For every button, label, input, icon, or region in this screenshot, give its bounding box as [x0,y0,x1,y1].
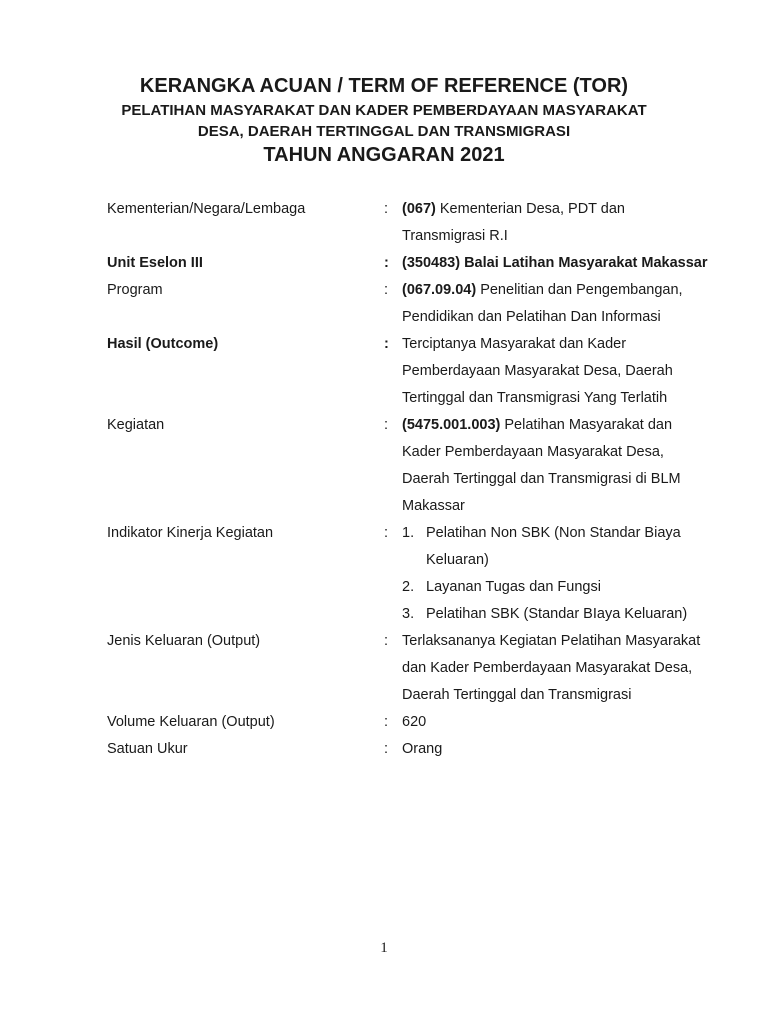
value-line: Daerah Tertinggal dan Transmigrasi [402,687,632,703]
field-label: Indikator Kinerja Kegiatan [107,525,274,541]
list-text-line: Pelatihan SBK (Standar BIaya Keluaran) [426,606,688,622]
program-code: (067.09.04) [402,282,477,298]
document-title: KERANGKA ACUAN / TERM OF REFERENCE (TOR) [139,75,629,97]
field-value [402,196,727,250]
field-separator: : [384,201,389,217]
value-line: Transmigrasi R.I [402,228,508,244]
value-line: Terlaksananya Kegiatan Pelatihan Masyarakat [402,633,701,649]
list-text-line: Layanan Tugas dan Fungsi [426,579,601,595]
field-label: Kementerian/Negara/Lembaga [107,201,306,217]
field-unit-eselon [107,250,727,277]
field-satuan-ukur [107,736,727,763]
list-text-line: Keluaran) [426,552,489,568]
field-label: Kegiatan [107,417,165,433]
list-text [426,520,681,574]
field-label: Hasil (Outcome) [107,336,219,352]
list-number: 2. [402,579,415,595]
field-value: 620 [402,714,427,730]
document-subtitle-line1: PELATIHAN MASYARAKAT DAN KADER PEMBERDAYAAN MASYARAKAT [121,102,647,119]
activity-code: (5475.001.003) [402,417,501,433]
field-label: Volume Keluaran (Output) [107,714,275,730]
value-line [402,277,727,304]
field-kementerian [107,196,727,250]
list-item [402,574,727,601]
field-value [402,412,727,520]
value-line: Makassar [402,498,465,514]
ministry-name: Kementerian Desa, PDT dan [435,201,625,217]
value-line: Tertinggal dan Transmigrasi Yang Terlatih [402,390,668,406]
field-label: Jenis Keluaran (Output) [107,633,261,649]
field-separator: : [384,714,389,730]
field-separator: : [384,417,389,433]
field-separator: : [384,255,389,271]
program-name: Penelitian dan Pengembangan, [476,282,683,298]
field-volume-keluaran [107,709,727,736]
field-label: Program [107,282,163,298]
field-separator: : [384,633,389,649]
value-line: Terciptanya Masyarakat dan Kader [402,336,627,352]
field-value [402,520,727,628]
field-kegiatan [107,412,727,520]
tor-fields [107,196,727,763]
field-label: Satuan Ukur [107,741,188,757]
field-label: Unit Eselon III [107,255,203,271]
field-value: (350483) Balai Latihan Masyarakat Makassar [402,255,708,271]
document-subtitle-line2: DESA, DAERAH TERTINGGAL DAN TRANSMIGRASI [197,123,571,140]
field-separator: : [384,525,389,541]
field-program [107,277,727,331]
activity-name: Pelatihan Masyarakat dan [500,417,673,433]
list-item [402,520,727,574]
field-separator: : [384,741,389,757]
value-line: Kader Pemberdayaan Masyarakat Desa, [402,444,664,460]
list-item [402,601,727,628]
list-number: 1. [402,525,415,541]
value-line [402,196,727,223]
value-line: dan Kader Pemberdayaan Masyarakat Desa, [402,660,693,676]
field-separator: : [384,282,389,298]
field-value [402,628,727,709]
indicator-list [402,520,727,628]
list-number: 3. [402,606,415,622]
field-value [402,277,727,331]
value-line: Pemberdayaan Masyarakat Desa, Daerah [402,363,673,379]
field-indikator [107,520,727,628]
fiscal-year-heading: TAHUN ANGGARAN 2021 [263,144,505,166]
field-hasil [107,331,727,412]
value-line: Daerah Tertinggal dan Transmigrasi di BLM [402,471,681,487]
field-value [402,331,727,412]
list-text-line: Pelatihan Non SBK (Non Standar Biaya [426,525,681,541]
value-line [402,412,727,439]
field-separator: : [384,336,389,352]
page-number: 1 [380,940,388,956]
value-line: Pendidikan dan Pelatihan Dan Informasi [402,309,661,325]
field-value: Orang [402,741,443,757]
field-jenis-keluaran [107,628,727,709]
ministry-code: (067) [402,201,436,217]
